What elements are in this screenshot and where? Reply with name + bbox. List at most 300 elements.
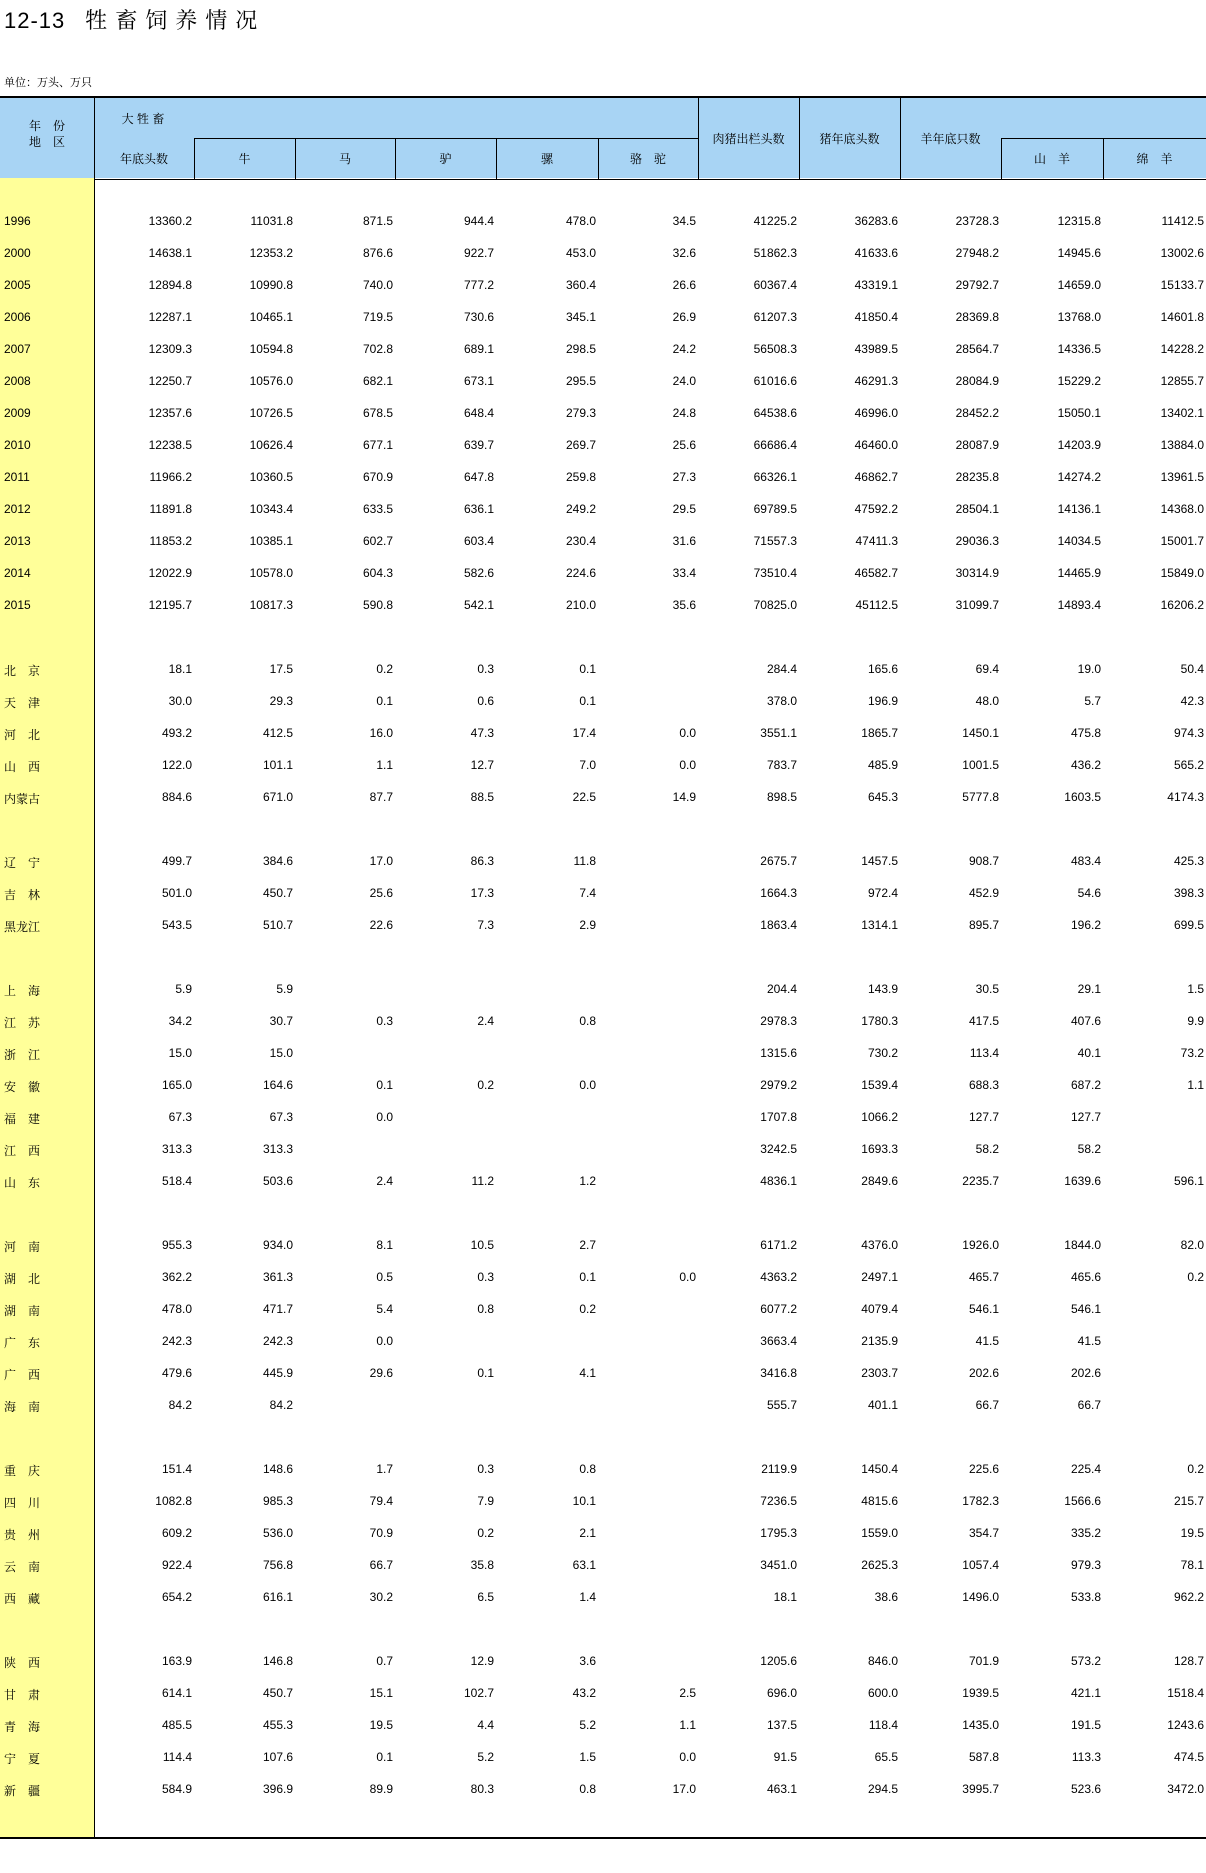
header-pig-year-end: 猪年底头数: [819, 132, 880, 146]
table-cell: 2.4: [477, 1014, 494, 1028]
table-cell: 12250.7: [148, 374, 192, 388]
table-cell: 401.1: [867, 1398, 898, 1412]
table-cell: 11412.5: [1161, 214, 1204, 228]
table-cell: 673.1: [463, 374, 494, 388]
table-cell: 19.5: [369, 1718, 393, 1732]
row-label: 2013: [4, 534, 31, 548]
table-cell: 908.7: [968, 854, 999, 868]
table-cell: 5.7: [1084, 694, 1101, 708]
table-cell: 3451.0: [760, 1558, 797, 1572]
table-row: [0, 1682, 1206, 1706]
table-cell: 47411.3: [855, 534, 898, 548]
table-cell: 67.3: [168, 1110, 192, 1124]
table-cell: 9.9: [1187, 1014, 1204, 1028]
table-cell: 0.1: [579, 662, 596, 676]
table-cell: 360.4: [565, 278, 596, 292]
table-cell: 1450.4: [861, 1462, 898, 1476]
table-cell: 79.4: [369, 1494, 393, 1508]
table-cell: 654.2: [161, 1590, 192, 1604]
table-cell: 22.5: [572, 790, 596, 804]
table-cell: 1314.1: [861, 918, 898, 932]
row-label: 2015: [4, 598, 31, 612]
table-cell: 1539.4: [861, 1078, 898, 1092]
table-number: 12-13: [4, 8, 66, 33]
table-cell: 600.0: [867, 1686, 898, 1700]
table-cell: 0.1: [579, 1270, 596, 1284]
table-cell: 604.3: [362, 566, 393, 580]
row-label: 安 徽: [4, 1080, 41, 1094]
table-cell: 335.2: [1070, 1526, 1101, 1540]
table-cell: 1782.3: [962, 1494, 999, 1508]
table-cell: 1939.5: [962, 1686, 999, 1700]
table-cell: 1603.5: [1064, 790, 1101, 804]
row-label: 辽 宁: [4, 856, 41, 870]
table-cell: 298.5: [565, 342, 596, 356]
table-cell: 30314.9: [955, 566, 999, 580]
row-label: 甘 肃: [4, 1688, 41, 1702]
table-cell: 362.2: [161, 1270, 192, 1284]
table-bottom-border: [0, 1837, 1206, 1839]
table-cell: 12315.8: [1057, 214, 1101, 228]
header-region: 年 份 地 区: [28, 119, 65, 149]
table-cell: 602.7: [362, 534, 393, 548]
table-cell: 15050.1: [1057, 406, 1101, 420]
table-cell: 54.6: [1077, 886, 1101, 900]
table-cell: 3472.0: [1167, 1782, 1204, 1796]
table-cell: 249.2: [565, 502, 596, 516]
table-cell: 445.9: [262, 1366, 293, 1380]
table-cell: 23728.3: [955, 214, 999, 228]
table-cell: 215.7: [1173, 1494, 1204, 1508]
table-cell: 962.2: [1173, 1590, 1204, 1604]
table-cell: 10594.8: [249, 342, 293, 356]
row-label: 上 海: [4, 984, 41, 998]
table-cell: 10578.0: [249, 566, 293, 580]
row-label: 宁 夏: [4, 1752, 41, 1766]
table-cell: 24.8: [672, 406, 696, 420]
table-cell: 7.0: [579, 758, 596, 772]
table-cell: 546.1: [968, 1302, 999, 1316]
divider: [0, 179, 1206, 180]
table-cell: 38.6: [874, 1590, 898, 1604]
table-cell: 2979.2: [760, 1078, 797, 1092]
table-cell: 16206.2: [1160, 598, 1204, 612]
row-label: 云 南: [4, 1560, 41, 1574]
table-cell: 210.0: [565, 598, 596, 612]
row-label: 福 建: [4, 1112, 41, 1126]
table-cell: 43319.1: [854, 278, 898, 292]
table-cell: 533.8: [1070, 1590, 1101, 1604]
table-cell: 28369.8: [955, 310, 999, 324]
table-row: [0, 210, 1206, 234]
table-cell: 696.0: [766, 1686, 797, 1700]
table-row: [0, 562, 1206, 586]
row-label: 江 苏: [4, 1016, 41, 1030]
table-cell: 12195.7: [148, 598, 192, 612]
table-cell: 17.5: [269, 662, 293, 676]
table-cell: 922.4: [161, 1558, 192, 1572]
livestock-table: [0, 96, 1206, 1837]
table-cell: 10.5: [470, 1238, 494, 1252]
table-cell: 66686.4: [753, 438, 797, 452]
table-cell: 15001.7: [1160, 534, 1204, 548]
table-cell: 3416.8: [760, 1366, 797, 1380]
table-cell: 0.3: [477, 662, 494, 676]
table-cell: 0.7: [376, 1654, 393, 1668]
table-cell: 7.4: [579, 886, 596, 900]
table-cell: 224.6: [565, 566, 596, 580]
table-cell: 28504.1: [955, 502, 999, 516]
table-cell: 36283.6: [854, 214, 898, 228]
row-label: 湖 北: [4, 1272, 41, 1286]
table-cell: 384.6: [262, 854, 293, 868]
table-cell: 2497.1: [861, 1270, 898, 1284]
table-cell: 128.7: [1173, 1654, 1204, 1668]
table-cell: 196.9: [867, 694, 898, 708]
table-cell: 4.4: [477, 1718, 494, 1732]
table-cell: 6.5: [477, 1590, 494, 1604]
table-cell: 127.7: [968, 1110, 999, 1124]
table-cell: 84.2: [269, 1398, 293, 1412]
table-row: [0, 466, 1206, 490]
table-cell: 1566.6: [1064, 1494, 1101, 1508]
table-cell: 12353.2: [249, 246, 293, 260]
table-cell: 33.4: [672, 566, 696, 580]
table-cell: 730.6: [463, 310, 494, 324]
table-cell: 846.0: [867, 1654, 898, 1668]
table-cell: 2.5: [679, 1686, 696, 1700]
table-cell: 35.6: [672, 598, 696, 612]
header-mule: 骡: [540, 152, 553, 166]
table-cell: 421.1: [1070, 1686, 1101, 1700]
table-cell: 28564.7: [955, 342, 999, 356]
table-cell: 1844.0: [1064, 1238, 1101, 1252]
row-label: 天 津: [4, 696, 41, 710]
divider: [496, 138, 497, 180]
table-cell: 884.6: [161, 790, 192, 804]
table-cell: 590.8: [362, 598, 393, 612]
table-cell: 483.4: [1070, 854, 1101, 868]
table-cell: 12.7: [470, 758, 494, 772]
table-cell: 27.3: [672, 470, 696, 484]
header-goat: 山 羊: [1033, 152, 1070, 166]
table-cell: 12287.1: [148, 310, 192, 324]
table-cell: 455.3: [262, 1718, 293, 1732]
table-cell: 14659.0: [1057, 278, 1101, 292]
table-cell: 41633.6: [854, 246, 898, 260]
table-cell: 14203.9: [1057, 438, 1101, 452]
row-label: 1996: [4, 214, 31, 228]
row-label: 山 西: [4, 760, 41, 774]
row-label: 2009: [4, 406, 31, 420]
table-cell: 61207.3: [753, 310, 797, 324]
table-cell: 730.2: [867, 1046, 898, 1060]
table-row: [0, 402, 1206, 426]
table-row: [0, 690, 1206, 714]
table-cell: 678.5: [362, 406, 393, 420]
table-cell: 19.0: [1077, 662, 1101, 676]
table-cell: 1.5: [1187, 982, 1204, 996]
divider: [94, 98, 95, 180]
table-cell: 0.2: [376, 662, 393, 676]
table-row: [0, 1042, 1206, 1066]
table-cell: 647.8: [463, 470, 494, 484]
table-cell: 73.2: [1180, 1046, 1204, 1060]
table-cell: 12309.3: [148, 342, 192, 356]
table-cell: 398.3: [1173, 886, 1204, 900]
table-cell: 979.3: [1070, 1558, 1101, 1572]
table-cell: 740.0: [362, 278, 393, 292]
table-row: [0, 338, 1206, 362]
table-cell: 69789.5: [753, 502, 797, 516]
table-cell: 510.7: [262, 918, 293, 932]
table-cell: 689.1: [463, 342, 494, 356]
header-horse: 马: [338, 152, 351, 166]
table-cell: 101.1: [262, 758, 293, 772]
table-cell: 60367.4: [753, 278, 797, 292]
table-cell: 28084.9: [955, 374, 999, 388]
table-cell: 34.5: [672, 214, 696, 228]
table-cell: 58.2: [975, 1142, 999, 1156]
table-row: [0, 882, 1206, 906]
table-cell: 56508.3: [753, 342, 797, 356]
header-sheep-year-end: 羊年底只数: [920, 132, 981, 146]
table-cell: 31.6: [672, 534, 696, 548]
table-cell: 876.6: [362, 246, 393, 260]
table-cell: 523.6: [1070, 1782, 1101, 1796]
table-cell: 22.6: [369, 918, 393, 932]
table-cell: 14893.4: [1057, 598, 1101, 612]
table-cell: 284.4: [766, 662, 797, 676]
table-row: [0, 1106, 1206, 1130]
table-cell: 1707.8: [760, 1110, 797, 1124]
table-cell: 242.3: [161, 1334, 192, 1348]
table-cell: 596.1: [1173, 1174, 1204, 1188]
divider: [194, 138, 698, 139]
table-cell: 31099.7: [955, 598, 999, 612]
table-cell: 196.2: [1070, 918, 1101, 932]
table-cell: 2235.7: [962, 1174, 999, 1188]
table-cell: 11853.2: [149, 534, 192, 548]
row-label: 河 北: [4, 728, 41, 742]
table-cell: 1435.0: [962, 1718, 999, 1732]
table-cell: 46996.0: [854, 406, 898, 420]
table-row: [0, 1298, 1206, 1322]
row-label: 吉 林: [4, 888, 41, 902]
table-cell: 12357.6: [148, 406, 192, 420]
table-cell: 14945.6: [1057, 246, 1101, 260]
table-cell: 29.3: [269, 694, 293, 708]
row-label: 2000: [4, 246, 31, 260]
table-row: [0, 1554, 1206, 1578]
table-cell: 1205.6: [760, 1654, 797, 1668]
table-cell: 25.6: [672, 438, 696, 452]
table-row: [0, 850, 1206, 874]
row-label: 湖 南: [4, 1304, 41, 1318]
divider: [698, 98, 699, 180]
table-row: [0, 1778, 1206, 1802]
table-cell: 113.4: [969, 1046, 999, 1060]
row-label: 2007: [4, 342, 31, 356]
table-cell: 10360.5: [249, 470, 293, 484]
table-row: [0, 1330, 1206, 1354]
table-cell: 4363.2: [760, 1270, 797, 1284]
table-cell: 10626.4: [249, 438, 293, 452]
table-cell: 546.1: [1070, 1302, 1101, 1316]
table-cell: 783.7: [766, 758, 797, 772]
table-cell: 501.0: [161, 886, 192, 900]
table-cell: 13360.2: [148, 214, 192, 228]
table-cell: 396.9: [262, 1782, 293, 1796]
table-row: [0, 1490, 1206, 1514]
table-row: [0, 1362, 1206, 1386]
table-cell: 118.4: [868, 1718, 898, 1732]
table-cell: 934.0: [262, 1238, 293, 1252]
table-row: [0, 498, 1206, 522]
table-cell: 614.1: [161, 1686, 192, 1700]
table-cell: 1001.5: [962, 758, 999, 772]
table-cell: 0.2: [1187, 1270, 1204, 1284]
row-label: 四 川: [4, 1496, 41, 1510]
table-cell: 113.3: [1071, 1750, 1101, 1764]
row-label: 青 海: [4, 1720, 41, 1734]
table-cell: 73510.4: [753, 566, 797, 580]
table-cell: 471.7: [262, 1302, 293, 1316]
table-cell: 2978.3: [760, 1014, 797, 1028]
table-cell: 29036.3: [955, 534, 999, 548]
row-label: 广 西: [4, 1368, 41, 1382]
table-cell: 639.7: [463, 438, 494, 452]
row-label: 2006: [4, 310, 31, 324]
table-row: [0, 1074, 1206, 1098]
table-cell: 645.3: [867, 790, 898, 804]
table-cell: 671.0: [262, 790, 293, 804]
table-cell: 478.0: [161, 1302, 192, 1316]
table-cell: 14336.5: [1057, 342, 1101, 356]
table-cell: 41225.2: [753, 214, 797, 228]
table-row: [0, 1522, 1206, 1546]
table-cell: 313.3: [161, 1142, 192, 1156]
table-cell: 2849.6: [861, 1174, 898, 1188]
table-cell: 151.4: [161, 1462, 192, 1476]
divider: [194, 138, 195, 180]
table-row: [0, 1714, 1206, 1738]
table-cell: 2625.3: [861, 1558, 898, 1572]
table-cell: 11.8: [573, 854, 596, 868]
table-cell: 64538.6: [753, 406, 797, 420]
table-cell: 17.3: [470, 886, 494, 900]
table-cell: 26.6: [672, 278, 696, 292]
table-cell: 294.5: [867, 1782, 898, 1796]
table-cell: 518.4: [161, 1174, 192, 1188]
table-cell: 1450.1: [962, 726, 999, 740]
table-cell: 42.3: [1180, 694, 1204, 708]
table-cell: 11031.8: [250, 214, 293, 228]
table-cell: 66326.1: [753, 470, 797, 484]
table-cell: 503.6: [262, 1174, 293, 1188]
table-cell: 0.8: [579, 1014, 596, 1028]
divider: [900, 98, 901, 180]
table-cell: 1057.4: [962, 1558, 999, 1572]
table-cell: 14228.2: [1160, 342, 1204, 356]
table-cell: 41850.4: [854, 310, 898, 324]
table-cell: 4815.6: [861, 1494, 898, 1508]
table-row: [0, 786, 1206, 810]
table-cell: 719.5: [362, 310, 393, 324]
table-cell: 80.3: [470, 1782, 494, 1796]
table-cell: 450.7: [262, 886, 293, 900]
table-cell: 565.2: [1173, 758, 1204, 772]
table-cell: 616.1: [262, 1590, 293, 1604]
table-cell: 14638.1: [148, 246, 192, 260]
table-cell: 4079.4: [861, 1302, 898, 1316]
table-cell: 32.6: [672, 246, 696, 260]
row-label: 河 南: [4, 1240, 41, 1254]
table-cell: 633.5: [362, 502, 393, 516]
table-cell: 777.2: [463, 278, 494, 292]
table-cell: 10465.1: [249, 310, 293, 324]
table-cell: 5777.8: [962, 790, 999, 804]
table-cell: 17.0: [369, 854, 393, 868]
table-cell: 478.0: [565, 214, 596, 228]
table-header: [0, 96, 1206, 178]
table-cell: 50.4: [1180, 662, 1204, 676]
table-cell: 13002.6: [1160, 246, 1204, 260]
table-cell: 10.1: [572, 1494, 596, 1508]
table-cell: 10385.1: [249, 534, 293, 548]
table-row: [0, 434, 1206, 458]
table-cell: 0.1: [376, 1750, 393, 1764]
divider: [1001, 138, 1206, 139]
table-cell: 165.6: [867, 662, 898, 676]
table-cell: 702.8: [362, 342, 393, 356]
table-cell: 43989.5: [854, 342, 898, 356]
table-cell: 4174.3: [1167, 790, 1204, 804]
table-cell: 29.5: [672, 502, 696, 516]
table-cell: 2.1: [579, 1526, 596, 1540]
table-cell: 14274.2: [1057, 470, 1101, 484]
table-cell: 542.1: [463, 598, 494, 612]
table-cell: 27948.2: [955, 246, 999, 260]
table-cell: 0.3: [477, 1462, 494, 1476]
table-cell: 465.6: [1070, 1270, 1101, 1284]
table-cell: 7236.5: [760, 1494, 797, 1508]
header-year-end: 年底头数: [119, 152, 168, 166]
table-cell: 2303.7: [861, 1366, 898, 1380]
table-cell: 146.8: [262, 1654, 293, 1668]
table-cell: 972.4: [867, 886, 898, 900]
table-cell: 71557.3: [753, 534, 797, 548]
table-cell: 148.6: [262, 1462, 293, 1476]
table-cell: 225.4: [1070, 1462, 1101, 1476]
row-label: 山 东: [4, 1176, 41, 1190]
table-cell: 11.2: [471, 1174, 494, 1188]
table-cell: 4.1: [579, 1366, 596, 1380]
row-label: 陕 西: [4, 1656, 41, 1670]
table-cell: 242.3: [262, 1334, 293, 1348]
table-row: [0, 658, 1206, 682]
table-cell: 0.1: [376, 694, 393, 708]
table-cell: 45112.5: [855, 598, 898, 612]
table-row: [0, 1394, 1206, 1418]
table-cell: 165.0: [161, 1078, 192, 1092]
table-cell: 40.1: [1077, 1046, 1101, 1060]
divider: [1001, 138, 1002, 180]
table-cell: 2675.7: [760, 854, 797, 868]
table-cell: 4836.1: [760, 1174, 797, 1188]
table-cell: 603.4: [463, 534, 494, 548]
table-cell: 10990.8: [249, 278, 293, 292]
